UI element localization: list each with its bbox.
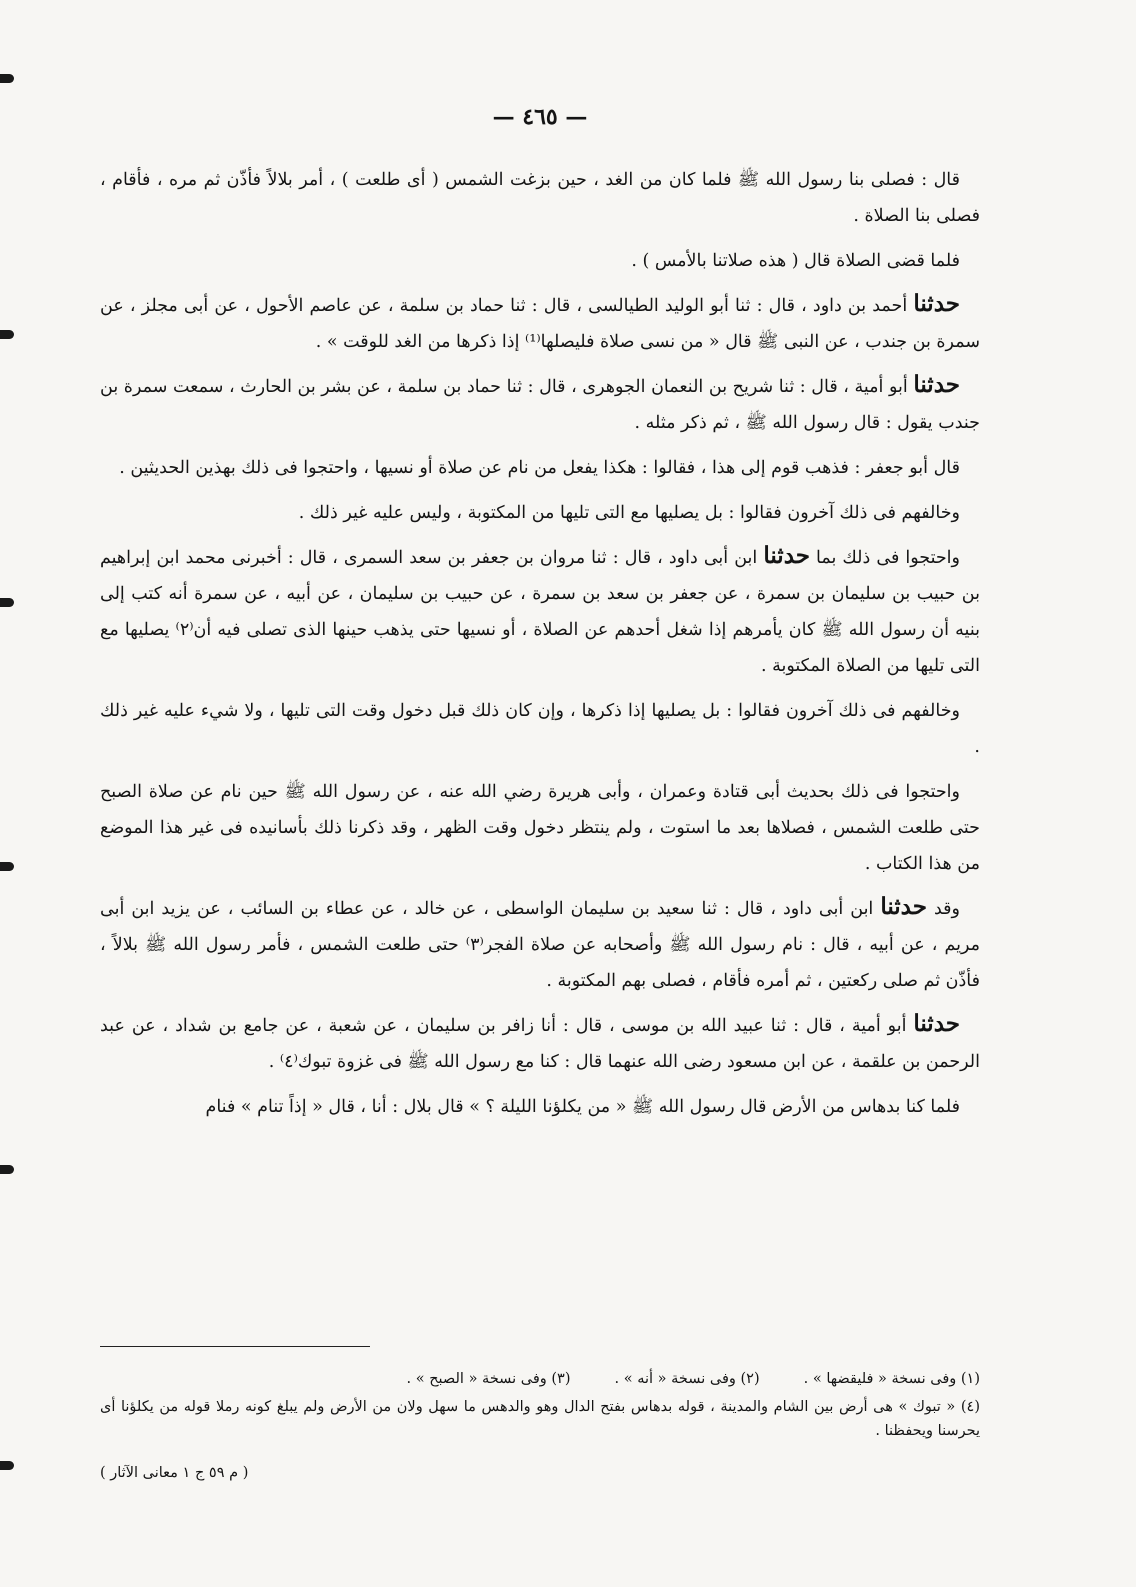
paragraph-text: قال أبو جعفر : فذهب قوم إلى هذا ، فقالوا : هكذا يفعل من نام عن صلاة أو نسيها ، واحتجوا فى ذلك بهذين الحديثين . (119, 458, 960, 478)
footnote-2: (٢) وفى نسخة « أنه » . (614, 1371, 760, 1387)
paragraph-text: فلما قضى الصلاة قال ( هذه صلاتنا بالأمس ) . (631, 251, 960, 271)
paragraph-text: وخالفهم فى ذلك آخرون فقالوا : بل يصليها مع التى تليها من المكتوبة ، وليس عليه غير ذلك . (298, 503, 960, 523)
paragraph-prefix: واحتجوا فى ذلك بما (809, 548, 960, 568)
body-text (100, 160, 980, 1132)
footnote-divider (100, 1346, 370, 1347)
hadith-keyword: حدثنا (763, 542, 810, 569)
footnote-4: (٤) « تبوك » هى أرض بين الشام والمدينة ، قوله بدهاس بفتح الدال وهو والدهس ما سهل ولان من الأرض ولم يبلغ كونه رملا قوله من يكلؤنا أى يحرسنا ويحفظنا . (100, 1399, 980, 1439)
paragraph-prefix: وقد (926, 899, 960, 919)
paragraph (100, 889, 980, 999)
scan-edge-mark (0, 330, 14, 339)
footnote-1: (١) وفى نسخة « فليقضها » . (803, 1371, 980, 1387)
paragraph-text: أبو أمية ، قال : ثنا عبيد الله بن موسى ، قال : أنا زافر بن سليمان ، عن شعبة ، عن جامع بن شداد ، عن عبد الرحمن بن علقمة ، عن ابن مسعود رضى الله عنهما قال : كنا مع رسول الله ﷺ فى غزوة تبوك⁽٤⁾ . (100, 1016, 980, 1072)
paragraph-text: ابن أبى داود ، قال : ثنا مروان بن جعفر بن سعد السمرى ، قال : أخبرنى محمد ابن إبراهيم بن حبيب بن سليمان بن سمرة ، عن جعفر بن سعد بن سمرة ، عن حبيب بن سليمان ، عن أبيه ، عن سمرة أنه كتب إلى بنيه أن رسول الله ﷺ كان يأمرهم إذا شغل أحدهم عن الصلاة ، أو نسيها حتى يذهب حينها الذى تصلى فيه أن⁽٢⁾ يصليها مع التى تليها من الصلاة المكتوبة . (100, 548, 980, 676)
paragraph (100, 286, 980, 360)
paragraph (100, 1087, 980, 1125)
paragraph-text: قال : فصلى بنا رسول الله ﷺ فلما كان من الغد ، حين بزغت الشمس ( أى طلعت ) ، أمر بلالاً فأذّن ثم مره ، فأقام ، فصلى بنا الصلاة . (100, 170, 980, 226)
paragraph (100, 538, 980, 684)
paragraph (100, 367, 980, 441)
signature-text: ( م ٥٩ ج ١ معانى الآثار ) (100, 1465, 249, 1481)
paragraph (100, 241, 980, 279)
signature-line (100, 1465, 980, 1481)
paragraph (100, 772, 980, 882)
scan-edge-mark (0, 598, 14, 607)
paragraph (100, 691, 980, 765)
footnote-row (100, 1367, 980, 1391)
page-number: — ٤٦٥ — (492, 104, 588, 130)
scan-edge-mark (0, 74, 14, 83)
paragraph-text: أبو أمية ، قال : ثنا شريح بن النعمان الجوهرى ، قال : ثنا حماد بن سلمة ، عن بشر بن الحارث ، سمعت سمرة بن جندب يقول : قال رسول الله ﷺ ، ثم ذكر مثله . (100, 377, 980, 433)
hadith-keyword: حدثنا (913, 371, 960, 398)
footnote-3: (٣) وفى نسخة « الصبح » . (406, 1371, 571, 1387)
hadith-keyword: حدثنا (880, 893, 927, 920)
paragraph-text: وخالفهم فى ذلك آخرون فقالوا : بل يصليها إذا ذكرها ، وإن كان ذلك قبل دخول وقت التى تليها ، ولا شيء عليه غير ذلك . (100, 701, 980, 757)
paragraph-text: أحمد بن داود ، قال : ثنا أبو الوليد الطيالسى ، قال : ثنا حماد بن سلمة ، عن عاصم الأحول ، عن أبى مجلز ، عن سمرة بن جندب ، عن النبى ﷺ قال « من نسى صلاة فليصلها⁽¹⁾ إذا ذكرها من الغد للوقت » . (100, 296, 980, 352)
scan-edge-mark (0, 1165, 14, 1174)
paragraph (100, 493, 980, 531)
paragraph (100, 448, 980, 486)
hadith-keyword: حدثنا (913, 290, 960, 317)
paragraph-text: ابن أبى داود ، قال : ثنا سعيد بن سليمان الواسطى ، عن خالد ، عن عطاء بن السائب ، عن يزيد ابن أبى مريم ، عن أبيه ، قال : نام رسول الله ﷺ وأصحابه عن صلاة الفجر⁽٣⁾ حتى طلعت الشمس ، فأمر رسول الله ﷺ بلالاً ، فأذّن ثم صلى ركعتين ، ثم أمره فأقام ، فصلى بهم المكتوبة . (100, 899, 980, 991)
scan-edge-mark (0, 1461, 14, 1470)
scan-edge-mark (0, 862, 14, 871)
paragraph (100, 1006, 980, 1080)
hadith-keyword: حدثنا (913, 1010, 960, 1037)
footnotes (100, 1367, 980, 1443)
document-page (100, 0, 980, 1587)
paragraph (100, 160, 980, 234)
paragraph-text: واحتجوا فى ذلك بحديث أبى قتادة وعمران ، وأبى هريرة رضي الله عنه ، عن رسول الله ﷺ حين نام عن صلاة الصبح حتى طلعت الشمس ، فصلاها بعد ما استوت ، ولم ينتظر دخول وقت الظهر ، وقد ذكرنا ذلك بأسانيده فى غير هذا الموضع من هذا الكتاب . (100, 782, 980, 874)
paragraph-text: فلما كنا بدهاس من الأرض قال رسول الله ﷺ « من يكلؤنا الليلة ؟ » قال بلال : أنا ، قال « إذاً تنام » فنام (205, 1097, 960, 1117)
